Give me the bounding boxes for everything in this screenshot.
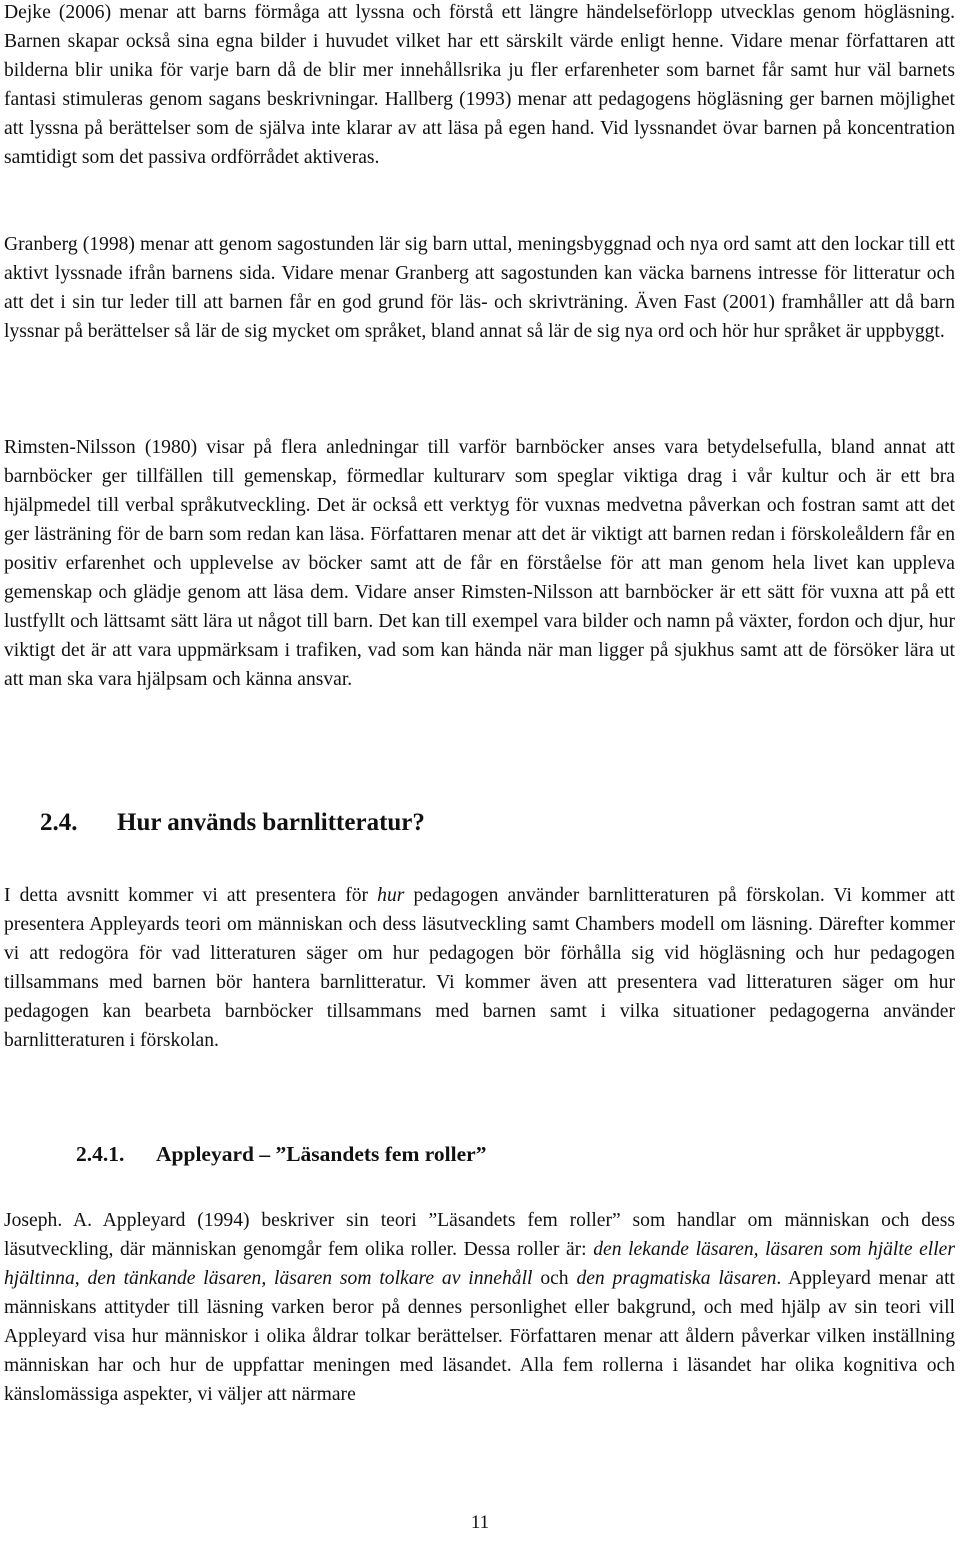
section-title: Hur används barnlitteratur? <box>117 809 425 836</box>
paragraph-granberg-fast <box>4 230 955 346</box>
italic-text: hur <box>377 885 405 906</box>
page-number: 11 <box>470 1512 490 1533</box>
section-heading <box>40 806 425 840</box>
subsection-heading <box>76 1139 486 1169</box>
text-run: Dejke (2006) menar att barns förmåga att lyssna och förstå ett längre händelseförlopp utvecklas genom högläsning. Barnen skapar också sina egna bilder i huvudet vilket har ett särskilt värde enligt henne. Vidare menar författaren att bilderna blir unika för varje barn då de blir mer innehållsrika ju fler erfarenheter som barnet får samt hur väl barnets fantasi stimuleras genom sagans beskrivningar. Hallberg (1993) menar att pedagogens högläsning ger barnen möjlighet att lyssna på berättelser som de själva inte klarar av att läsa på egen hand. Vid lyssnandet övar barnen på koncentration samtidigt som det passiva ordförrådet aktiveras. <box>4 2 955 168</box>
paragraph-section-intro <box>4 881 955 1055</box>
section-number: 2.4. <box>40 809 78 836</box>
text-run: och <box>532 1268 577 1289</box>
subsection-title: Appleyard – ”Läsandets fem roller” <box>156 1142 487 1166</box>
text-run: Rimsten-Nilsson (1980) visar på flera anledningar till varför barnböcker anses vara betydelsefulla, bland annat att barnböcker ger tillfällen till gemenskap, förmedlar kulturarv som speglar viktiga drag i vår kultur och är ett bra hjälpmedel till verbal språkutveckling. Det är också ett verktyg för vuxnas medvetna påverkan och fostran samt att det ger lästräning för de barn som redan kan läsa. Författaren menar att det är viktigt att barnen redan i förskoleåldern får en positiv erfarenhet och upplevelse av böcker samt att de får en förståelse för att man genom hela livet kan uppleva gemenskap och glädje genom att läsa dem. Vidare anser Rimsten-Nilsson att barnböcker är ett sätt för vuxna att på ett lustfyllt och lättsamt sätt lära ut något till barn. Det kan till exempel vara bilder och namn på växter, fordon och djur, hur viktigt det är att vara uppmärksam i trafiken, vad som kan hända när man ligger på sjukhus samt att de försöker lära ut att man ska vara hjälpsam och känna ansvar. <box>4 437 955 690</box>
italic-text: den lekande läsaren, läsaren som hjälte eller hjältinna, den tänkande läsaren, läsaren som tolkare av innehåll <box>4 1239 955 1289</box>
paragraph-appleyard <box>4 1206 955 1409</box>
text-run: I detta avsnitt kommer vi att presentera för <box>4 885 378 906</box>
text-run: Joseph. A. Appleyard (1994) beskriver sin teori ”Läsandets fem roller” som handlar om människan och dess läsutveckling, där människan genomgår fem olika roller. Dessa roller är: <box>4 1210 955 1260</box>
paragraph-rimsten-nilsson <box>4 433 955 694</box>
subsection-number: 2.4.1. <box>76 1142 125 1166</box>
paragraph-dejke-hallberg <box>4 0 955 172</box>
text-run: pedagogen använder barnlitteraturen på förskolan. Vi kommer att presentera Appleyards teori om människan och dess läsutveckling samt Chambers modell om läsning. Därefter kommer vi att redogöra för vad litteraturen säger om hur pedagogen bör förhålla sig vid högläsning och hur pedagogen tillsammans med barnen bör hantera barnlitteratur. Vi kommer även att presentera vad litteraturen säger om hur pedagogen kan bearbeta barnböcker tillsammans med barnen samt i vilka situationer pedagogerna använder barnlitteraturen i förskolan. <box>4 885 955 1051</box>
text-run: . Appleyard menar att människans attityder till läsning varken beror på dennes personlighet eller bakgrund, och med hjälp av sin teori vill Appleyard visa hur människor i olika åldrar tolkar berättelser. Författaren menar att åldern påverkar vilken inställning människan har och hur de uppfattar meningen med läsandet. Alla fem rollerna i läsandet har olika kognitiva och känslomässiga aspekter, vi väljer att närmare <box>4 1268 955 1405</box>
text-run: Granberg (1998) menar att genom sagostunden lär sig barn uttal, meningsbyggnad och nya ord samt att den lockar till ett aktivt lyssnade ifrån barnens sida. Vidare menar Granberg att sagostunden kan väcka barnens intresse för litteratur och att det i sin tur leder till att barnen får en god grund för läs- och skrivträning. Även Fast (2001) framhåller att då barn lyssnar på berättelser så lär de sig mycket om språket, bland annat så lär de sig nya ord och hör hur språket är uppbyggt. <box>4 234 955 342</box>
italic-text: den pragmatiska läsaren <box>576 1268 777 1289</box>
